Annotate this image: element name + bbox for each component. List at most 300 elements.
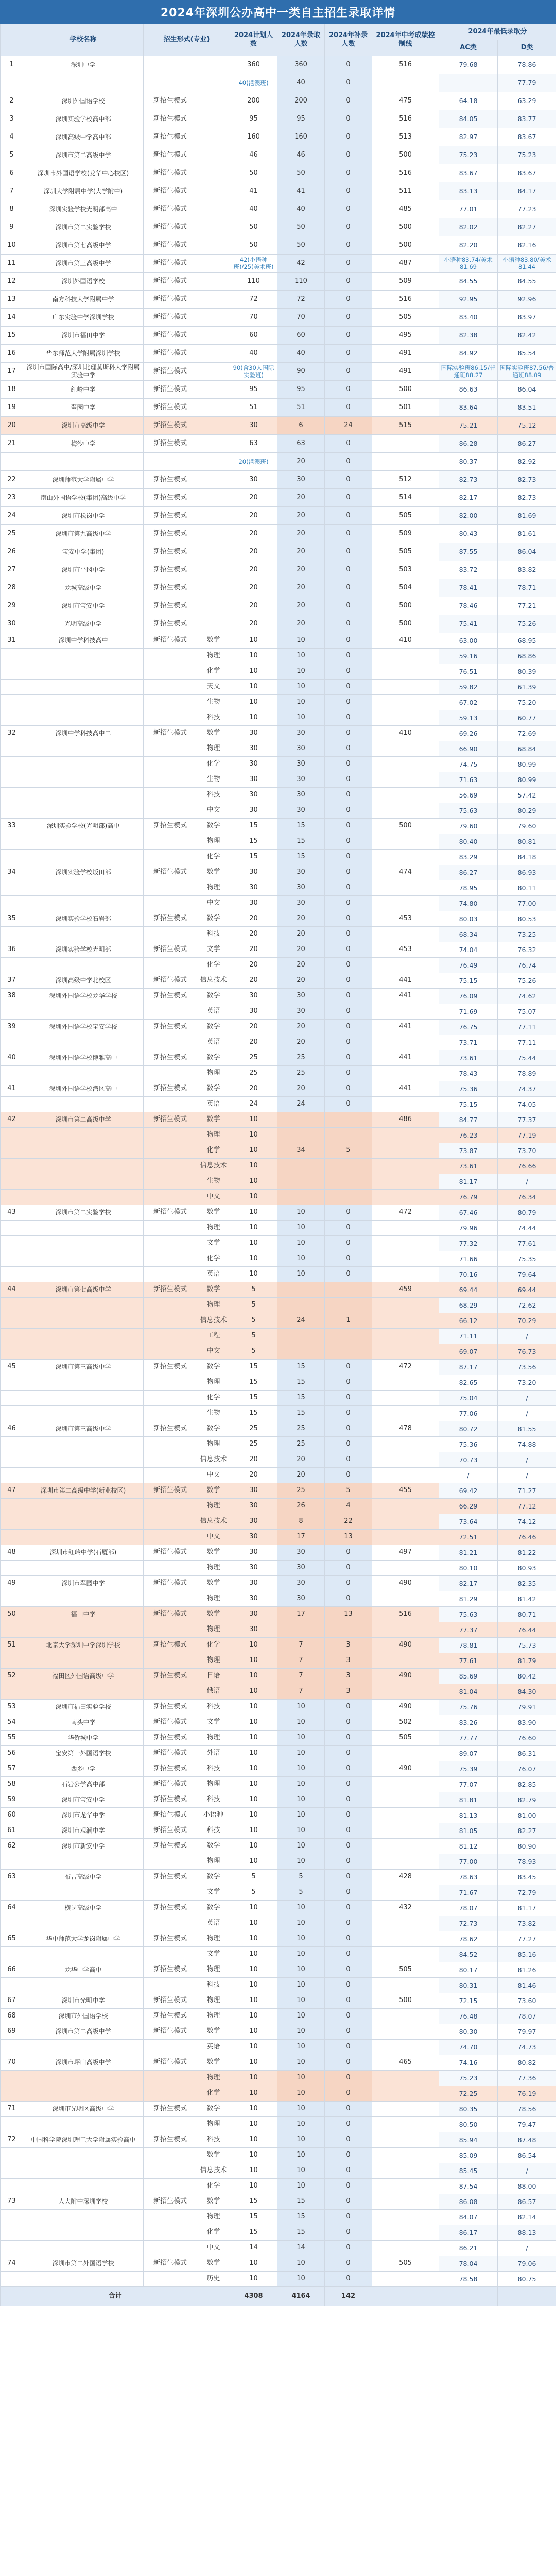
plan-count: 10 (230, 1777, 277, 1792)
plan-count: 20 (230, 507, 277, 525)
plan-count: 10 (230, 2040, 277, 2055)
major-name: 物理 (197, 1066, 230, 1081)
enroll-mode (144, 56, 197, 74)
plan-count: 10 (230, 1174, 277, 1190)
added-count: 0 (325, 1901, 372, 1916)
plan-count: 10 (230, 1962, 277, 1978)
min-score: 465 (372, 2055, 439, 2071)
table-row (1, 1360, 556, 1375)
table-row (1, 489, 556, 507)
school-name: 福田中学 (23, 1607, 144, 1622)
plan-count: 10 (230, 2055, 277, 2071)
table-row (1, 2117, 556, 2132)
enroll-mode (144, 1344, 197, 1360)
score-d: 80.75 (498, 2272, 556, 2287)
added-count: 0 (325, 1993, 372, 2009)
plan-count: 70 (230, 309, 277, 327)
admitted-count: 110 (277, 273, 325, 291)
admitted-count: 30 (277, 788, 325, 803)
table-row (1, 1251, 556, 1267)
school-name (23, 1128, 144, 1143)
enroll-mode: 新招生模式 (144, 579, 197, 597)
school-name: 深圳市平冈中学 (23, 561, 144, 579)
admitted-count (277, 1190, 325, 1205)
admitted-count: 60 (277, 327, 325, 345)
enroll-mode (144, 2241, 197, 2256)
row-index (1, 2086, 23, 2102)
added-count: 0 (325, 2179, 372, 2194)
admitted-count: 30 (277, 772, 325, 788)
enroll-mode (144, 2040, 197, 2055)
enroll-mode (144, 1097, 197, 1112)
enroll-mode: 新招生模式 (144, 2194, 197, 2210)
added-count (325, 1329, 372, 1344)
plan-count: 15 (230, 850, 277, 865)
added-count: 0 (325, 399, 372, 417)
table-row (1, 1761, 556, 1777)
row-index (1, 1251, 23, 1267)
added-count: 0 (325, 309, 372, 327)
major-name (197, 345, 230, 363)
enroll-mode (144, 1298, 197, 1313)
plan-count: 20 (230, 489, 277, 507)
score-d: 86.04 (498, 543, 556, 561)
min-score (372, 1452, 439, 1468)
added-count: 0 (325, 2040, 372, 2055)
major-name: 科技 (197, 1700, 230, 1715)
major-name (197, 74, 230, 92)
min-score (372, 1391, 439, 1406)
min-score (372, 2086, 439, 2102)
admitted-count: 20 (277, 1452, 325, 1468)
enroll-mode (144, 1159, 197, 1174)
school-name: 深圳实验学校石岩部 (23, 911, 144, 927)
score-d: 84.55 (498, 273, 556, 291)
min-score (372, 664, 439, 680)
score-ac: 59.82 (439, 680, 498, 695)
major-name: 中文 (197, 803, 230, 819)
enroll-mode: 新招生模式 (144, 942, 197, 958)
enroll-mode (144, 958, 197, 973)
school-name (23, 850, 144, 865)
table-row (1, 1591, 556, 1607)
admitted-count: 10 (277, 2256, 325, 2272)
header-d: D类 (498, 40, 556, 56)
row-index (1, 1267, 23, 1282)
school-name: 福田区外国语高级中学 (23, 1669, 144, 1684)
min-score: 486 (372, 1112, 439, 1128)
min-score (372, 1329, 439, 1344)
min-score: 505 (372, 1962, 439, 1978)
score-ac: 72.51 (439, 1530, 498, 1545)
min-score (372, 2009, 439, 2024)
score-ac: 83.67 (439, 164, 498, 182)
enroll-mode (144, 2148, 197, 2163)
school-name: 深圳师范大学附属中学 (23, 471, 144, 489)
score-d: 86.04 (498, 381, 556, 399)
major-name: 数学 (197, 2194, 230, 2210)
row-index (1, 2179, 23, 2194)
table-row (1, 1143, 556, 1159)
major-name: 英语 (197, 2040, 230, 2055)
score-ac: 72.15 (439, 1993, 498, 2009)
major-name: 数学 (197, 1282, 230, 1298)
table-row (1, 1267, 556, 1282)
added-count: 0 (325, 1050, 372, 1066)
min-score (372, 896, 439, 911)
score-d: 72.79 (498, 1885, 556, 1901)
row-index: 29 (1, 597, 23, 615)
plan-count: 20 (230, 579, 277, 597)
school-name (23, 2241, 144, 2256)
score-ac: 73.64 (439, 1514, 498, 1530)
row-index: 42 (1, 1112, 23, 1128)
enroll-mode: 新招生模式 (144, 633, 197, 649)
row-index (1, 1916, 23, 1931)
score-d: 75.73 (498, 1638, 556, 1653)
added-count: 0 (325, 200, 372, 218)
major-name (197, 561, 230, 579)
min-score (372, 1344, 439, 1360)
score-d: 79.91 (498, 1700, 556, 1715)
added-count: 0 (325, 1700, 372, 1715)
min-score: 490 (372, 1669, 439, 1684)
row-index (1, 757, 23, 772)
enroll-mode (144, 1406, 197, 1421)
min-score: 512 (372, 471, 439, 489)
admitted-count: 10 (277, 680, 325, 695)
enroll-mode (144, 834, 197, 850)
table-row (1, 74, 556, 92)
score-d: 78.86 (498, 56, 556, 74)
row-index: 60 (1, 1808, 23, 1823)
added-count: 0 (325, 579, 372, 597)
score-d: 81.69 (498, 507, 556, 525)
major-name: 物理 (197, 1993, 230, 2009)
total-label: 合计 (1, 2287, 230, 2306)
score-d: 75.26 (498, 615, 556, 633)
added-count: 0 (325, 1839, 372, 1854)
plan-count: 5 (230, 1282, 277, 1298)
added-count: 0 (325, 2055, 372, 2071)
enroll-mode: 新招生模式 (144, 1962, 197, 1978)
min-score: 516 (372, 1607, 439, 1622)
score-d: 82.73 (498, 489, 556, 507)
table-row (1, 1669, 556, 1684)
school-name (23, 1344, 144, 1360)
score-ac: 77.07 (439, 1777, 498, 1792)
min-score (372, 1746, 439, 1761)
score-d: 79.47 (498, 2117, 556, 2132)
score-d: 73.82 (498, 1916, 556, 1931)
enroll-mode: 新招生模式 (144, 1993, 197, 2009)
plan-count: 10 (230, 1112, 277, 1128)
row-index: 40 (1, 1050, 23, 1066)
score-ac: 80.30 (439, 2024, 498, 2040)
row-index (1, 1885, 23, 1901)
score-d: 60.77 (498, 710, 556, 726)
school-name: 翠园中学 (23, 399, 144, 417)
enroll-mode (144, 1391, 197, 1406)
table-row (1, 1159, 556, 1174)
row-index (1, 710, 23, 726)
admitted-count: 40 (277, 74, 325, 92)
added-count: 0 (325, 649, 372, 664)
score-ac: 78.41 (439, 579, 498, 597)
admitted-count: 10 (277, 2102, 325, 2117)
table-row (1, 1993, 556, 2009)
row-index: 19 (1, 399, 23, 417)
score-d: 80.53 (498, 911, 556, 927)
min-score (372, 850, 439, 865)
plan-count: 10 (230, 1993, 277, 2009)
score-d: 79.97 (498, 2024, 556, 2040)
table-row (1, 927, 556, 942)
plan-count: 15 (230, 819, 277, 834)
enroll-mode: 新招生模式 (144, 1731, 197, 1746)
school-name (23, 2071, 144, 2086)
score-d: 77.27 (498, 1931, 556, 1947)
min-score (372, 1066, 439, 1081)
plan-count: 10 (230, 680, 277, 695)
row-index: 30 (1, 615, 23, 633)
row-index: 23 (1, 489, 23, 507)
header-score-group: 2024年最低录取分 (439, 24, 556, 40)
table-row (1, 1885, 556, 1901)
enroll-mode (144, 1978, 197, 1993)
admitted-count (277, 1174, 325, 1190)
admitted-count: 20 (277, 958, 325, 973)
score-ac: 75.15 (439, 1097, 498, 1112)
header-min-score: 2024年中考成绩控制线 (372, 24, 439, 56)
school-name: 深圳市宝安中学 (23, 1792, 144, 1808)
admitted-count: 10 (277, 1205, 325, 1221)
row-index (1, 1947, 23, 1962)
major-name: 物理 (197, 1298, 230, 1313)
school-name (23, 772, 144, 788)
added-count: 0 (325, 543, 372, 561)
score-ac: 84.07 (439, 2210, 498, 2225)
plan-count: 20 (230, 958, 277, 973)
table-row (1, 1931, 556, 1947)
major-name (197, 453, 230, 471)
score-d: 77.79 (498, 74, 556, 92)
plan-count: 60 (230, 327, 277, 345)
major-name: 数学 (197, 989, 230, 1004)
enroll-mode (144, 1561, 197, 1576)
added-count: 0 (325, 615, 372, 633)
score-d: 86.54 (498, 2148, 556, 2163)
added-count: 0 (325, 74, 372, 92)
major-name: 物理 (197, 1931, 230, 1947)
score-ac: 77.61 (439, 1653, 498, 1669)
admission-table (0, 24, 556, 2306)
added-count: 0 (325, 1437, 372, 1452)
plan-count: 30 (230, 788, 277, 803)
admitted-count: 15 (277, 2225, 325, 2241)
score-d: 82.85 (498, 1777, 556, 1792)
score-ac: 59.16 (439, 649, 498, 664)
row-index: 72 (1, 2132, 23, 2148)
admitted-count: 15 (277, 1360, 325, 1375)
row-index: 37 (1, 973, 23, 989)
school-name (23, 757, 144, 772)
row-index: 36 (1, 942, 23, 958)
min-score (372, 2132, 439, 2148)
enroll-mode: 新招生模式 (144, 1901, 197, 1916)
score-d: 78.71 (498, 579, 556, 597)
enroll-mode (144, 1143, 197, 1159)
added-count: 0 (325, 1267, 372, 1282)
enroll-mode: 新招生模式 (144, 1761, 197, 1777)
major-name: 数学 (197, 2055, 230, 2071)
school-name (23, 1561, 144, 1576)
min-score (372, 649, 439, 664)
major-name (197, 615, 230, 633)
score-d: 75.44 (498, 1050, 556, 1066)
score-ac: 84.05 (439, 110, 498, 128)
admitted-count: 10 (277, 1221, 325, 1236)
min-score: 410 (372, 633, 439, 649)
major-name: 中文 (197, 896, 230, 911)
major-name: 数学 (197, 2024, 230, 2040)
admitted-count: 30 (277, 865, 325, 880)
enroll-mode (144, 850, 197, 865)
table-row (1, 507, 556, 525)
table-row (1, 381, 556, 399)
score-d: 76.07 (498, 1761, 556, 1777)
table-row (1, 2102, 556, 2117)
score-ac: 80.03 (439, 911, 498, 927)
score-d: 75.26 (498, 973, 556, 989)
added-count: 0 (325, 489, 372, 507)
score-d: 78.89 (498, 1066, 556, 1081)
school-name: 深圳市第二实验学校 (23, 1205, 144, 1221)
min-score (372, 2272, 439, 2287)
added-count: 0 (325, 1761, 372, 1777)
plan-count: 10 (230, 1221, 277, 1236)
admitted-count: 10 (277, 1947, 325, 1962)
school-name (23, 1004, 144, 1020)
score-d: 77.00 (498, 896, 556, 911)
school-name: 深圳高级中学高中部 (23, 128, 144, 146)
enroll-mode: 新招生模式 (144, 1669, 197, 1684)
added-count: 0 (325, 218, 372, 236)
plan-count: 20 (230, 1452, 277, 1468)
added-count (325, 1622, 372, 1638)
major-name (197, 182, 230, 200)
added-count: 0 (325, 1792, 372, 1808)
table-row (1, 1128, 556, 1143)
score-d: 68.95 (498, 633, 556, 649)
major-name: 历史 (197, 2272, 230, 2287)
score-ac: 63.00 (439, 633, 498, 649)
score-ac: 81.05 (439, 1823, 498, 1839)
min-score (372, 453, 439, 471)
added-count: 0 (325, 1931, 372, 1947)
enroll-mode (144, 1885, 197, 1901)
plan-count: 20 (230, 927, 277, 942)
row-index (1, 1329, 23, 1344)
admitted-count: 7 (277, 1684, 325, 1700)
score-ac: 82.02 (439, 218, 498, 236)
score-ac: 66.12 (439, 1313, 498, 1329)
major-name: 数学 (197, 1545, 230, 1561)
enroll-mode (144, 74, 197, 92)
score-d: 81.00 (498, 1808, 556, 1823)
row-index: 55 (1, 1731, 23, 1746)
score-ac: 83.13 (439, 182, 498, 200)
min-score: 509 (372, 525, 439, 543)
admitted-count: 8 (277, 1514, 325, 1530)
major-name: 物理 (197, 1731, 230, 1746)
school-name: 深圳市光明中学 (23, 1993, 144, 2009)
min-score: 514 (372, 489, 439, 507)
school-name: 深圳市红岭中学(石厦部) (23, 1545, 144, 1561)
table-row (1, 56, 556, 74)
table-row (1, 1066, 556, 1081)
admitted-count: 42 (277, 255, 325, 273)
major-name: 化学 (197, 1391, 230, 1406)
added-count: 0 (325, 2163, 372, 2179)
added-count: 0 (325, 1421, 372, 1437)
min-score (372, 1530, 439, 1545)
row-index (1, 1035, 23, 1050)
major-name: 物理 (197, 1375, 230, 1391)
plan-count: 50 (230, 218, 277, 236)
row-index (1, 1066, 23, 1081)
score-d: / (498, 1329, 556, 1344)
score-d: 77.23 (498, 200, 556, 218)
added-count: 0 (325, 471, 372, 489)
major-name: 天文 (197, 680, 230, 695)
score-ac: / (439, 1468, 498, 1483)
admitted-count: 24 (277, 1313, 325, 1329)
table-row (1, 164, 556, 182)
min-score: 503 (372, 561, 439, 579)
school-name: 深圳市外国语学校(龙华中心校区) (23, 164, 144, 182)
plan-count: 24 (230, 1097, 277, 1112)
added-count: 0 (325, 865, 372, 880)
added-count: 0 (325, 1746, 372, 1761)
plan-count: 20 (230, 1035, 277, 1050)
plan-count: 63 (230, 435, 277, 453)
enroll-mode: 新招生模式 (144, 236, 197, 255)
table-row (1, 255, 556, 273)
table-row (1, 182, 556, 200)
score-d: / (498, 1406, 556, 1421)
enroll-mode (144, 1221, 197, 1236)
min-score: 500 (372, 146, 439, 164)
row-index: 16 (1, 345, 23, 363)
min-score (372, 1931, 439, 1947)
enroll-mode (144, 1035, 197, 1050)
score-d: 80.71 (498, 1607, 556, 1622)
row-index (1, 1437, 23, 1452)
plan-count: 160 (230, 128, 277, 146)
min-score: 491 (372, 345, 439, 363)
table-row (1, 958, 556, 973)
min-score (372, 2225, 439, 2241)
enroll-mode: 新招生模式 (144, 200, 197, 218)
major-name: 科技 (197, 1978, 230, 1993)
enroll-mode (144, 772, 197, 788)
school-name (23, 1530, 144, 1545)
table-row (1, 1375, 556, 1391)
major-name: 文学 (197, 942, 230, 958)
score-d: 86.93 (498, 865, 556, 880)
plan-count: 15 (230, 2194, 277, 2210)
